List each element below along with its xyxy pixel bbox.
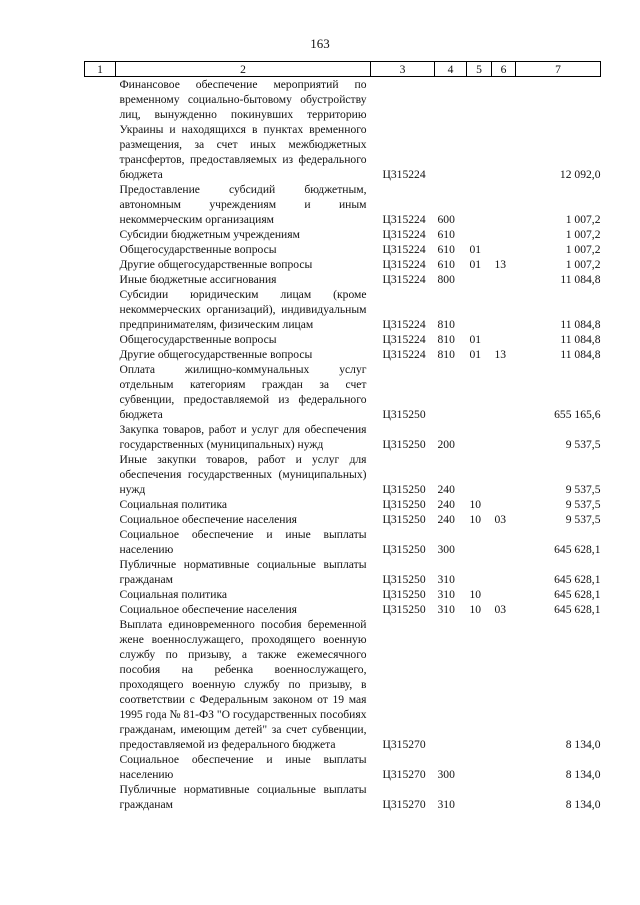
row-amount: 1 007,2 [565,228,601,241]
row-code: Ц315250 [382,603,426,616]
row-name: Закупка товаров, работ и услуг для обеспечения государственных (муниципальных) нужд [119,423,367,451]
row-amount: 1 007,2 [565,213,601,226]
row-index-cell [85,422,116,452]
row-section [467,782,492,812]
table-row [85,332,601,347]
row-amount: 11 084,8 [560,318,601,331]
row-index-cell [85,227,116,242]
row-amount: 11 084,8 [560,333,601,346]
row-index-cell [85,272,116,287]
table-row [85,257,601,272]
row-index-cell [85,452,116,497]
table-row [85,452,601,497]
row-name: Социальное обеспечение и иные выплаты населению [119,753,367,781]
row-index-cell [85,182,116,227]
row-section [467,752,492,782]
row-name: Публичные нормативные социальные выплаты гражданам [119,558,367,586]
row-subsection [492,332,516,347]
row-expense-type: 300 [437,768,455,781]
column-header-4: 4 [435,62,467,77]
column-header-5: 5 [467,62,492,77]
table-row [85,782,601,812]
row-amount: 8 134,0 [565,738,601,751]
row-expense-type: 600 [437,213,455,226]
column-header-1: 1 [85,62,116,77]
row-section: 10 [469,498,482,511]
table-row [85,362,601,422]
row-code: Ц315224 [382,258,426,271]
row-subsection [492,422,516,452]
row-expense-type: 200 [437,438,455,451]
row-expense-type: 300 [437,543,455,556]
row-expense-type [435,362,467,422]
column-header-7: 7 [516,62,601,77]
row-expense-type: 310 [437,573,455,586]
row-index-cell [85,512,116,527]
row-expense-type: 310 [437,603,455,616]
row-index-cell [85,617,116,752]
row-expense-type: 310 [437,588,455,601]
table-row [85,182,601,227]
row-code: Ц315224 [382,318,426,331]
row-index-cell [85,332,116,347]
row-code: Ц315250 [382,408,426,421]
row-section [467,287,492,332]
row-code: Ц315270 [382,738,426,751]
row-amount: 645 628,1 [554,543,601,556]
row-name: Публичные нормативные социальные выплаты гражданам [119,783,367,811]
table-row [85,242,601,257]
table-row [85,347,601,362]
row-index-cell [85,782,116,812]
row-section: 10 [469,513,482,526]
row-section [467,272,492,287]
row-section [467,182,492,227]
table-header [85,62,601,77]
row-amount: 645 628,1 [554,573,601,586]
row-code: Ц315224 [382,348,426,361]
row-expense-type: 240 [437,483,455,496]
row-expense-type: 810 [437,333,455,346]
row-amount: 9 537,5 [565,438,601,451]
budget-table [84,61,601,812]
row-code: Ц315250 [382,483,426,496]
row-index-cell [85,347,116,362]
row-subsection [492,362,516,422]
row-subsection: 13 [494,348,507,361]
row-index-cell [85,497,116,512]
row-section: 01 [469,348,482,361]
row-index-cell [85,602,116,617]
row-section: 01 [469,333,482,346]
row-subsection: 13 [494,258,507,271]
row-amount: 645 628,1 [554,588,601,601]
row-code: Ц315250 [382,543,426,556]
row-code: Ц315250 [382,498,426,511]
row-expense-type: 610 [437,243,455,256]
row-index-cell [85,362,116,422]
table-row [85,512,601,527]
row-index-cell [85,752,116,782]
table-row [85,77,601,183]
table-row [85,602,601,617]
row-amount: 1 007,2 [565,243,601,256]
row-name: Общегосударственные вопросы [119,333,277,346]
row-subsection [492,752,516,782]
row-code: Ц315250 [382,573,426,586]
row-subsection [492,587,516,602]
header-row [85,62,601,77]
row-index-cell [85,242,116,257]
row-name: Социальная политика [119,588,228,601]
row-subsection [492,287,516,332]
table-row [85,497,601,512]
row-code: Ц315224 [382,228,426,241]
row-name: Социальная политика [119,498,228,511]
row-name: Другие общегосударственные вопросы [119,348,313,361]
row-amount: 645 628,1 [554,603,601,616]
row-index-cell [85,77,116,183]
row-index-cell [85,287,116,332]
row-code: Ц315224 [382,333,426,346]
row-expense-type: 610 [437,258,455,271]
row-code: Ц315270 [382,768,426,781]
row-name: Социальное обеспечение населения [119,603,298,616]
row-subsection [492,272,516,287]
row-expense-type: 810 [437,318,455,331]
row-amount: 12 092,0 [559,168,601,181]
row-amount: 11 084,8 [560,273,601,286]
table-row [85,527,601,557]
table-row [85,287,601,332]
table-row [85,617,601,752]
row-code: Ц315250 [382,513,426,526]
row-section: 10 [469,603,482,616]
row-name: Иные бюджетные ассигнования [119,273,277,286]
row-expense-type: 310 [437,798,455,811]
row-name: Субсидии бюджетным учреждениям [119,228,300,241]
row-expense-type: 810 [437,348,455,361]
table-row [85,587,601,602]
row-name: Выплата единовременного пособия беременной жене военнослужащего, проходящего военную службу по призыву, а также ежемесячного пособия на ребенка военнослужащего, проходящего военную службу по призыву, в соответствии с Федеральным законом от 19 мая 1995 года № 81-ФЗ "О государственных пособиях гражданам, имеющим детей" за счет субвенции, предоставляемой из федерального бюджета [119,618,367,751]
row-section [467,617,492,752]
row-name: Субсидии юридическим лицам (кроме некоммерческих организаций), индивидуальным предпринимателям, физическим лицам [119,288,367,331]
page-number: 163 [310,36,330,51]
row-name: Финансовое обеспечение мероприятий по временному социально-бытовому обустройству лиц, вынужденно покинувших территорию Украины и находящихся в пунктах временного размещения, за счет иных межбюджетных трансфертов, предоставляемых из федерального бюджета [119,78,367,181]
row-name: Оплата жилищно-коммунальных услуг отдельным категориям граждан за счет субвенции, предоставляемой из федерального бюджета [119,363,367,421]
row-code: Ц315224 [382,168,426,181]
row-expense-type: 240 [437,498,455,511]
row-expense-type [435,617,467,752]
row-index-cell [85,257,116,272]
row-subsection [492,527,516,557]
row-subsection [492,182,516,227]
row-subsection [492,782,516,812]
row-section [467,77,492,183]
row-subsection [492,617,516,752]
row-amount: 11 084,8 [560,348,601,361]
row-subsection [492,557,516,587]
table-body [85,77,601,813]
row-name: Социальное обеспечение населения [119,513,298,526]
row-section: 01 [469,258,482,271]
table-row [85,557,601,587]
row-subsection [492,497,516,512]
row-section [467,527,492,557]
row-amount: 655 165,6 [554,408,601,421]
row-expense-type: 610 [437,228,455,241]
row-amount: 9 537,5 [565,498,601,511]
row-section: 10 [469,588,482,601]
row-code: Ц315224 [382,273,426,286]
row-section: 01 [469,243,482,256]
row-subsection: 03 [494,513,507,526]
row-code: Ц315270 [382,798,426,811]
table-row [85,272,601,287]
column-header-2: 2 [116,62,371,77]
row-code: Ц315224 [382,243,426,256]
row-name: Другие общегосударственные вопросы [119,258,313,271]
column-header-6: 6 [492,62,516,77]
row-amount: 8 134,0 [565,798,601,811]
row-subsection [492,242,516,257]
row-name: Социальное обеспечение и иные выплаты населению [119,528,367,556]
row-code: Ц315250 [382,588,426,601]
row-code: Ц315224 [382,213,426,226]
row-amount: 9 537,5 [565,483,601,496]
row-code: Ц315250 [382,438,426,451]
row-index-cell [85,557,116,587]
column-header-3: 3 [371,62,435,77]
row-expense-type [435,77,467,183]
row-subsection [492,77,516,183]
row-section [467,422,492,452]
row-amount: 9 537,5 [565,513,601,526]
table-row [85,422,601,452]
row-section [467,452,492,497]
row-subsection: 03 [494,603,507,616]
row-section [467,362,492,422]
row-name: Общегосударственные вопросы [119,243,277,256]
row-index-cell [85,527,116,557]
row-amount: 1 007,2 [565,258,601,271]
row-section [467,227,492,242]
row-index-cell [85,587,116,602]
row-section [467,557,492,587]
row-expense-type: 240 [437,513,455,526]
row-name: Иные закупки товаров, работ и услуг для обеспечения государственных (муниципальных) нужд [119,453,367,496]
table-row [85,752,601,782]
row-name: Предоставление субсидий бюджетным, автономным учреждениям и иным некоммерческим организациям [119,183,367,226]
row-expense-type: 800 [437,273,455,286]
row-amount: 8 134,0 [565,768,601,781]
row-subsection [492,452,516,497]
table-row [85,227,601,242]
row-subsection [492,227,516,242]
